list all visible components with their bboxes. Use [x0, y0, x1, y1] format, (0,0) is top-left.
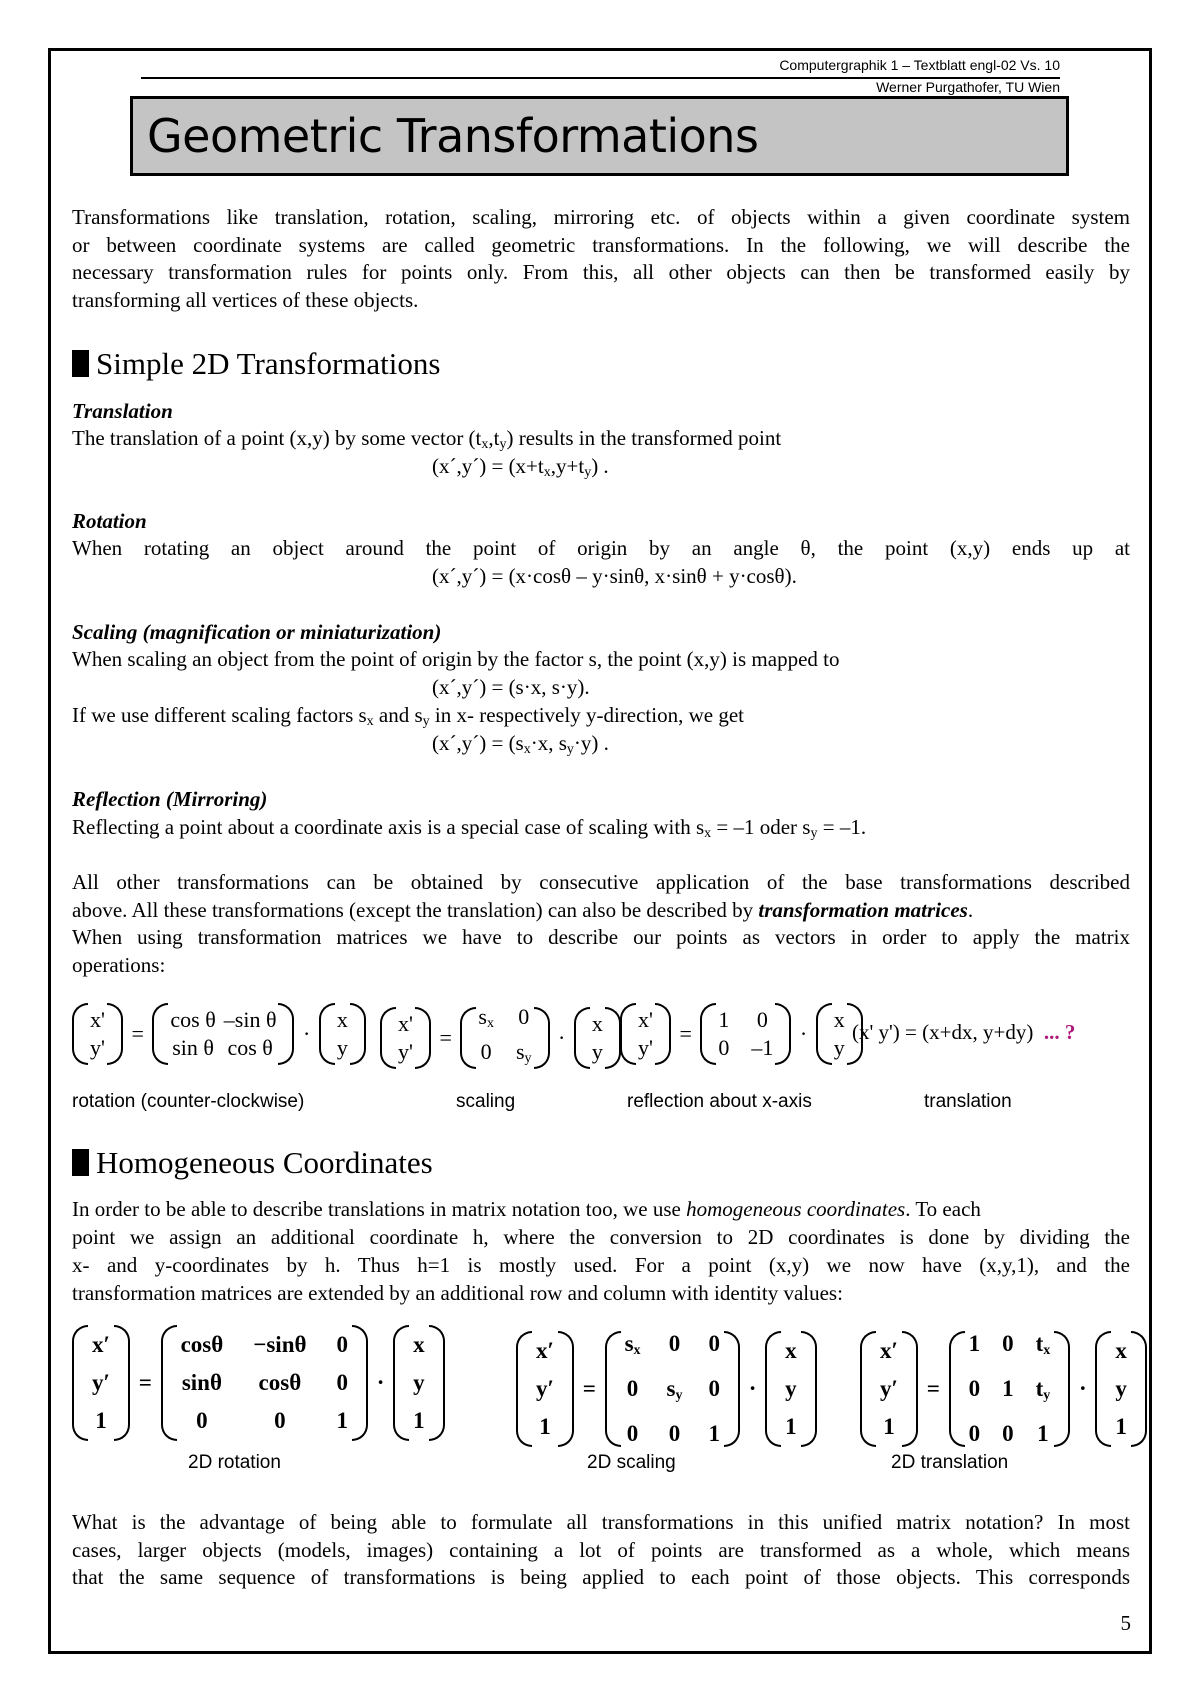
intro-line: transforming all vertices of these objects. [72, 288, 419, 312]
section-marker [72, 350, 89, 377]
caption-rotation: rotation (counter-clockwise) [72, 1091, 305, 1112]
intro-line: necessary transformation rules for points only. From this, all other objects can then be transformed easily by [72, 260, 1130, 284]
title-box [130, 96, 1069, 176]
scaling-text-2: If we use different scaling factors $s_x$ and $s_y$ in x- respectively y-direction, we get [72, 703, 744, 729]
caption-2d-rotation: 2D rotation [188, 1452, 281, 1473]
intro-line: or between coordinate systems are called geometric transformations. In the following, we will describe the [72, 233, 1130, 257]
closing-line: cases, larger objects (models, images) containing a lot of points are transformed as a whole, which means [72, 1538, 1130, 1562]
section-title: Homogeneous Coordinates [96, 1145, 433, 1180]
homogeneous-line: transformation matrices are extended by an additional row and column with identity values: [72, 1281, 843, 1305]
rotation-formula: (x´,y´) = (x·cosθ – y·sinθ, x·sinθ + y·cosθ). [432, 564, 797, 588]
scaling-text: When scaling an object from the point of origin by the factor s, the point (x,y) is mapped to [72, 647, 840, 671]
homogeneous-scaling-equation: x′ y′ 1 = $s_x$ 0 0 0 $s_y$ 0 0 0 1 · x y 1 [516, 1325, 817, 1453]
reflection-matrix-equation: x' y' = 1 0 0 –1 · x y [620, 1003, 863, 1065]
translation-equation: (x' y') = (x+dx, y+dy) ... ? [852, 1020, 1076, 1044]
header-course: Computergraphik 1 – Textblatt engl-02 Vs. 10 [779, 57, 1060, 73]
page-number: 5 [1120, 1611, 1131, 1635]
matrices-line: operations: [72, 953, 166, 977]
homogeneous-line: x- and y-coordinates by h. Thus h=1 is mostly used. For a point (x,y) we now have (x,y,1), and the [72, 1253, 1130, 1277]
scaling-formula-2: (x´,y´) = ($s_x\cdot x$, $s_y\cdot y$) . [432, 731, 609, 757]
section-title: Simple 2D Transformations [96, 346, 441, 381]
subheading-scaling: Scaling (magnification or miniaturization) [72, 620, 442, 644]
scaling-matrix-equation: x' y' = $s_x$ 0 0 $s_y$ · x y [380, 1003, 621, 1073]
subheading-reflection: Reflection (Mirroring) [72, 787, 268, 811]
closing-line: that the same sequence of transformations is being applied to each point of those objects. This corresponds [72, 1565, 1130, 1589]
homogeneous-rotation-equation: x′ y′ 1 = cosθ −sinθ 0 sinθ cosθ 0 0 0 1 · x y 1 [72, 1325, 445, 1441]
caption-reflection: reflection about x-axis [627, 1091, 812, 1112]
page-title: Geometric Transformations [147, 109, 759, 163]
homogeneous-line: In order to be able to describe translations in matrix notation too, we use homogeneous coordinates. To each [72, 1197, 981, 1221]
translation-text: The translation of a point (x,y) by some vector $(t_x,t_y)$ results in the transformed point [72, 426, 782, 452]
caption-2d-scaling: 2D scaling [587, 1452, 676, 1473]
rotation-matrix-equation: x' y' = cos θ –sin θ sin θ cos θ · x y [72, 1003, 366, 1065]
subheading-translation: Translation [72, 399, 173, 423]
homogeneous-translation-equation: x′ y′ 1 = 1 0 $t_x$ 0 1 $t_y$ 0 0 1 · x y 1 [860, 1325, 1147, 1453]
header-author: Werner Purgathofer, TU Wien [876, 79, 1060, 95]
matrices-line: When using transformation matrices we have to describe our points as vectors in order to apply the matrix [72, 925, 1130, 949]
matrices-line: All other transformations can be obtained by consecutive application of the base transformations described [72, 870, 1130, 894]
caption-translation: translation [924, 1091, 1012, 1112]
matrices-line: above. All these transformations (except the translation) can also be described by transformation matrices. [72, 898, 974, 922]
closing-line: What is the advantage of being able to formulate all transformations in this unified matrix notation? In most [72, 1510, 1130, 1534]
homogeneous-line: point we assign an additional coordinate h, where the conversion to 2D coordinates is done by dividing the [72, 1225, 1130, 1249]
section-marker [72, 1149, 89, 1176]
reflection-text: Reflecting a point about a coordinate axis is a special case of scaling with $s_x = -1$ oder $s_y = -1$. [72, 815, 867, 841]
scaling-formula: (x´,y´) = (s·x, s·y). [432, 675, 590, 699]
intro-line: Transformations like translation, rotation, scaling, mirroring etc. of objects within a given coordinate system [72, 205, 1130, 229]
translation-formula: (x´,y´) = $(x+t_x,y+t_y)$ . [432, 454, 609, 480]
rotation-text: When rotating an object around the point of origin by an angle θ, the point (x,y) ends up at [72, 536, 1130, 560]
section-heading [72, 346, 440, 382]
subheading-rotation: Rotation [72, 509, 147, 533]
caption-2d-translation: 2D translation [891, 1452, 1009, 1473]
section-heading [72, 1145, 433, 1181]
caption-scaling: scaling [456, 1091, 516, 1112]
